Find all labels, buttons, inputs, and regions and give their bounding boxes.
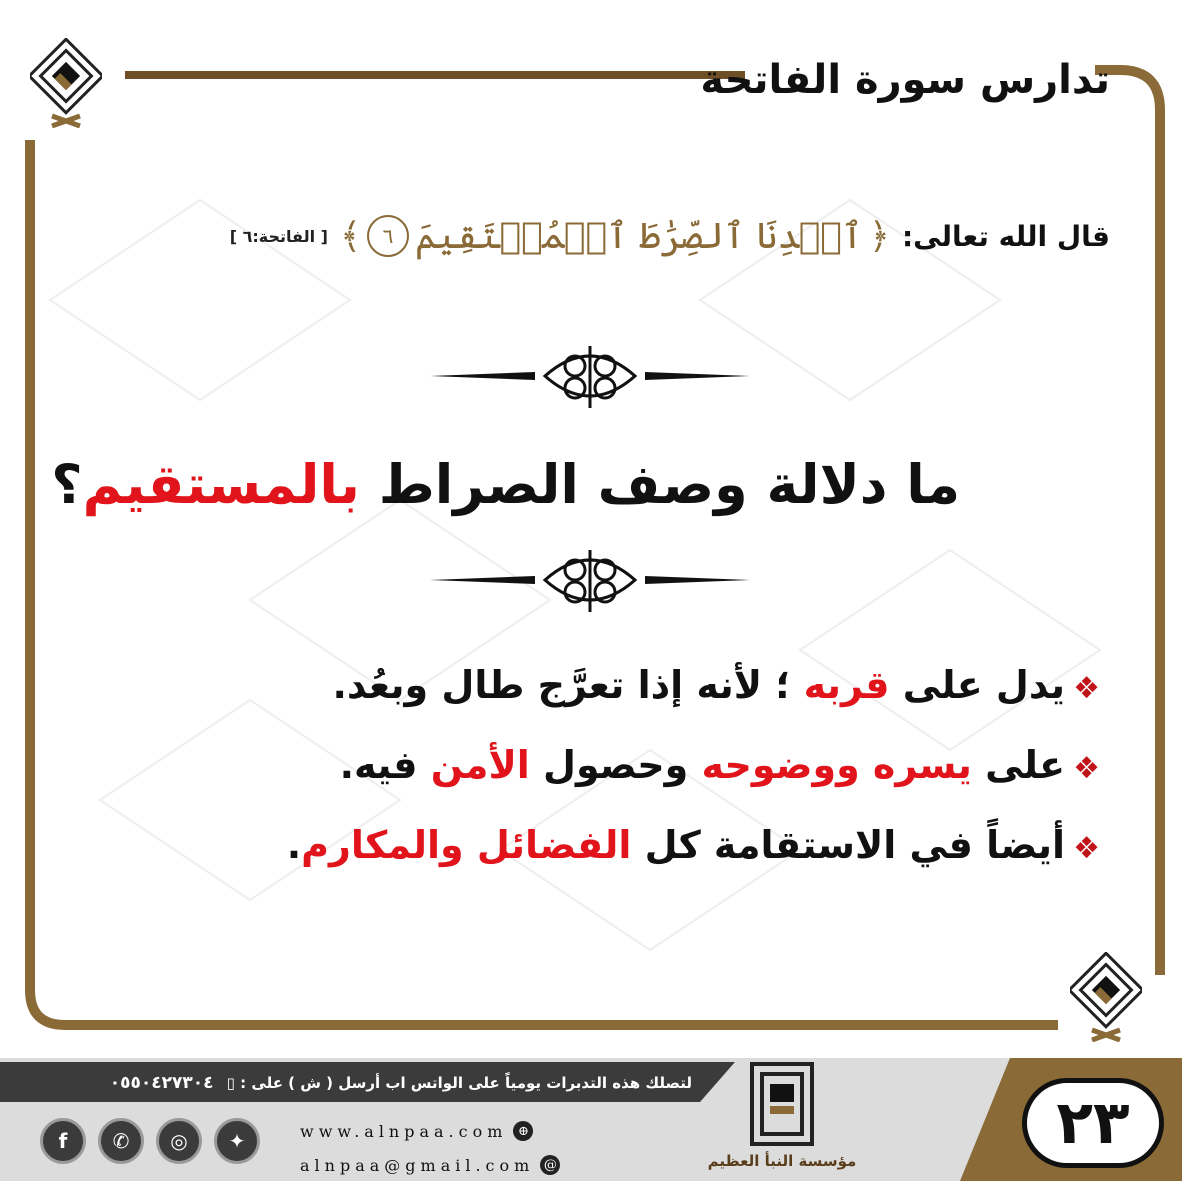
header-title: تدارس سورة الفاتحة: [700, 57, 1110, 103]
verse-row: [150, 196, 1110, 276]
question-part1: ما دلالة وصف الصراط: [359, 453, 960, 516]
whatsapp-icon[interactable]: ✆: [98, 1118, 144, 1164]
globe-icon: ⊕: [513, 1121, 533, 1141]
point-text: أيضاً في الاستقامة كل: [631, 823, 1066, 867]
verse-intro: قال الله تعالى:: [901, 219, 1110, 253]
at-icon: @: [540, 1155, 560, 1175]
point-text: يدل على: [889, 663, 1066, 707]
point-text: على: [971, 743, 1066, 787]
ornament-divider: [425, 336, 755, 416]
phone-icon: ▯: [221, 1074, 235, 1092]
quran-verse: [340, 215, 890, 257]
point-text: .: [286, 823, 302, 867]
foundation-name: مؤسسة النبأ العظيم: [707, 1152, 857, 1170]
point-text: وحصول: [529, 743, 702, 787]
foundation-logo-icon: [1070, 952, 1142, 1042]
verse-text: ٱهۡدِنَا ٱلصِّرَٰطَ ٱلۡمُسۡتَقِيمَ: [415, 215, 863, 257]
contact-text: لتصلك هذه التدبرات يومياً على الواتس اب أرسل ( ش ) على :: [240, 1074, 692, 1092]
point-highlight: الأمن: [430, 743, 530, 787]
bullet-icon: ❖: [1073, 671, 1100, 706]
website-link[interactable]: [300, 1118, 533, 1144]
email-link[interactable]: [300, 1152, 560, 1178]
list-item: [240, 810, 1100, 890]
point-highlight: يسره ووضوحه: [701, 743, 972, 787]
bullet-icon: ❖: [1073, 751, 1100, 786]
point-text: فيه.: [339, 743, 431, 787]
phone-number[interactable]: ٠٥٥٠٤٢٧٣٠٤: [109, 1073, 214, 1093]
verse-number-badge: ٦: [367, 215, 409, 257]
ornament-divider: [425, 540, 755, 620]
list-item: [240, 730, 1100, 810]
twitter-icon[interactable]: ✦: [214, 1118, 260, 1164]
question-heading: [51, 440, 960, 530]
list-item: [240, 650, 1100, 730]
contact-line: [12, 1066, 692, 1100]
question-highlight: بالمستقيم: [82, 453, 360, 516]
points-list: [240, 650, 1100, 890]
verse-reference: [ الفاتحة:٦ ]: [229, 226, 328, 246]
verse-open-bracket: ﴿: [868, 215, 890, 257]
email-text[interactable]: alnpaa@gmail.com: [300, 1155, 535, 1175]
facebook-icon[interactable]: f: [40, 1118, 86, 1164]
point-highlight: قربه: [803, 663, 890, 707]
page-number-badge: ٢٣: [1022, 1078, 1164, 1168]
website-text[interactable]: www.alnpaa.com: [300, 1121, 508, 1141]
point-highlight: الفضائل والمكارم: [301, 823, 632, 867]
verse-close-bracket: ﴾: [339, 215, 362, 257]
point-text: ؛ لأنه إذا تعرَّج طال وبعُد.: [332, 663, 804, 707]
question-mark: ؟: [51, 453, 83, 516]
instagram-icon[interactable]: ◎: [156, 1118, 202, 1164]
foundation-logo-icon: [30, 38, 102, 128]
social-links: [40, 1118, 260, 1164]
bullet-icon: ❖: [1073, 831, 1100, 866]
